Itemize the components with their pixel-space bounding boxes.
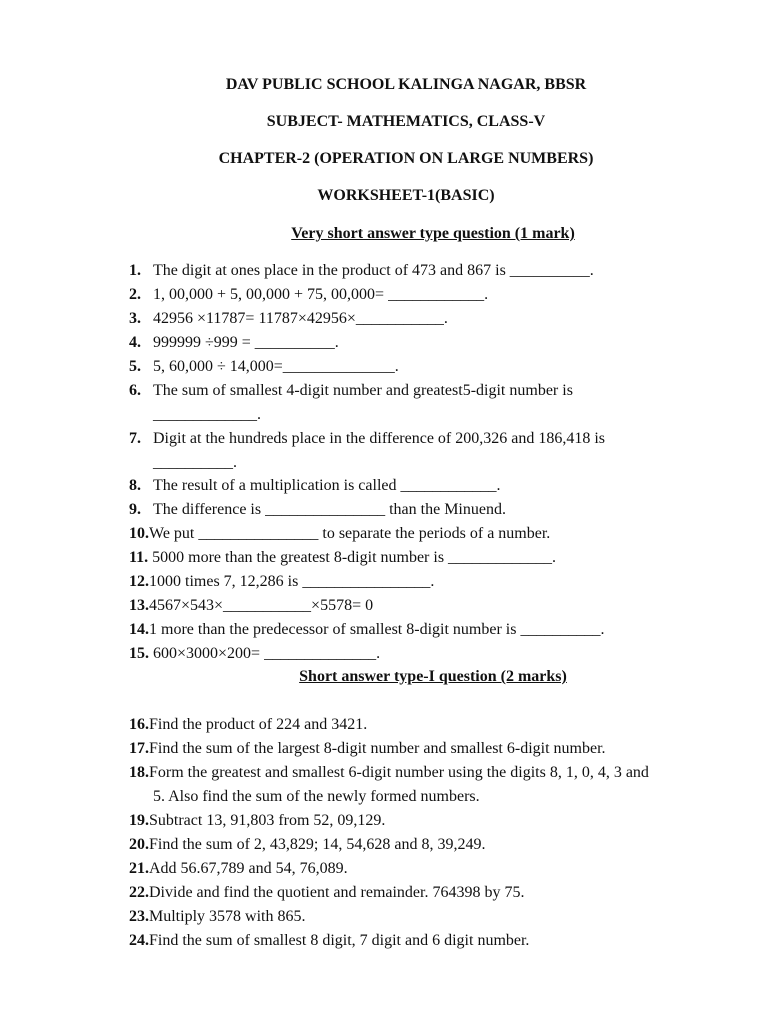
question-9 (129, 500, 729, 520)
question-19 (129, 811, 729, 831)
question-24 (129, 931, 729, 951)
question-number: 8. (129, 477, 141, 494)
question-number: 24. (129, 932, 149, 949)
question-text: Add 56.67,789 and 54, 76,089. (149, 860, 348, 877)
question-text: Subtract 13, 91,803 from 52, 09,129. (149, 812, 386, 829)
question-text: Find the sum of the largest 8-digit number and smallest 6-digit number. (149, 740, 606, 757)
question-6 (129, 381, 729, 401)
question-14 (129, 620, 729, 640)
question-text: Digit at the hundreds place in the difference of 200,326 and 186,418 is (153, 430, 606, 447)
question-16 (129, 715, 729, 735)
question-number: 16. (129, 716, 149, 733)
question-number: 7. (129, 430, 141, 447)
question-number: 11. (129, 549, 149, 566)
question-text: 5, 60,000 ÷ 14,000=______________. (153, 358, 399, 375)
question-text: 42956 ×11787= 11787×42956×___________. (153, 310, 448, 327)
question-15 (129, 644, 729, 664)
question-text: Find the sum of smallest 8 digit, 7 digit and 6 digit number. (149, 932, 530, 949)
question-8 (129, 476, 729, 496)
question-23 (129, 907, 729, 927)
question-10 (129, 524, 729, 544)
section-title-very-short: Very short answer type question (1 mark) (291, 225, 575, 242)
question-12 (129, 572, 729, 592)
question-number: 14. (129, 621, 149, 638)
question-number: 20. (129, 836, 149, 853)
question-number: 15. (129, 645, 149, 662)
question-3 (129, 309, 729, 329)
question-number: 3. (129, 310, 141, 327)
question-1 (129, 261, 729, 281)
question-number: 18. (129, 764, 149, 781)
question-17 (129, 739, 729, 759)
question-number: 4. (129, 334, 141, 351)
chapter-line: CHAPTER-2 (OPERATION ON LARGE NUMBERS) (218, 150, 594, 167)
question-number: 10. (129, 525, 149, 542)
question-7 (129, 429, 729, 449)
question-number: 6. (129, 382, 141, 399)
question-18 (129, 763, 729, 783)
question-number: 13. (129, 597, 149, 614)
question-18-continuation: 5. Also find the sum of the newly formed numbers. (153, 788, 480, 805)
question-text: 1000 times 7, 12,286 is ________________. (149, 573, 435, 590)
question-text: The result of a multiplication is called ____________. (153, 477, 501, 494)
question-text: Find the sum of 2, 43,829; 14, 54,628 and 8, 39,249. (149, 836, 486, 853)
question-11 (129, 548, 729, 568)
question-text: 5000 more than the greatest 8-digit number is _____________. (148, 549, 557, 566)
question-number: 5. (129, 358, 141, 375)
question-text: The sum of smallest 4-digit number and greatest5-digit number is (153, 382, 573, 399)
question-text: The difference is _______________ than the Minuend. (153, 501, 506, 518)
question-4 (129, 333, 729, 353)
question-2 (129, 285, 729, 305)
question-text: We put _______________ to separate the periods of a number. (149, 525, 551, 542)
question-text: 999999 ÷999 = __________. (153, 334, 339, 351)
question-22 (129, 883, 729, 903)
question-text: 4567×543×___________×5578= 0 (149, 597, 374, 614)
question-number: 23. (129, 908, 149, 925)
question-text: Divide and find the quotient and remainder. 764398 by 75. (149, 884, 525, 901)
question-text: Form the greatest and smallest 6-digit number using the digits 8, 1, 0, 4, 3 and (149, 764, 649, 781)
school-name: DAV PUBLIC SCHOOL KALINGA NAGAR, BBSR (225, 76, 587, 93)
question-text: The digit at ones place in the product of 473 and 867 is __________. (153, 262, 594, 279)
question-13 (129, 596, 729, 616)
question-text: 1, 00,000 + 5, 00,000 + 75, 00,000= ____________. (153, 286, 489, 303)
question-text: 600×3000×200= ______________. (149, 645, 381, 662)
question-number: 9. (129, 501, 141, 518)
question-21 (129, 859, 729, 879)
question-6-continuation: _____________. (153, 406, 261, 423)
question-number: 17. (129, 740, 149, 757)
question-text: Multiply 3578 with 865. (149, 908, 306, 925)
question-7-continuation: __________. (153, 454, 237, 471)
question-5 (129, 357, 729, 377)
question-text: Find the product of 224 and 3421. (149, 716, 368, 733)
question-number: 22. (129, 884, 149, 901)
section-title-short-answer: Short answer type-I question (2 marks) (299, 668, 567, 685)
question-number: 2. (129, 286, 141, 303)
question-20 (129, 835, 729, 855)
question-number: 19. (129, 812, 149, 829)
subject-line: SUBJECT- MATHEMATICS, CLASS-V (266, 113, 546, 130)
question-text: 1 more than the predecessor of smallest 8-digit number is __________. (149, 621, 605, 638)
question-number: 21. (129, 860, 149, 877)
question-number: 1. (129, 262, 141, 279)
question-number: 12. (129, 573, 149, 590)
worksheet-title: WORKSHEET-1(BASIC) (317, 187, 495, 204)
